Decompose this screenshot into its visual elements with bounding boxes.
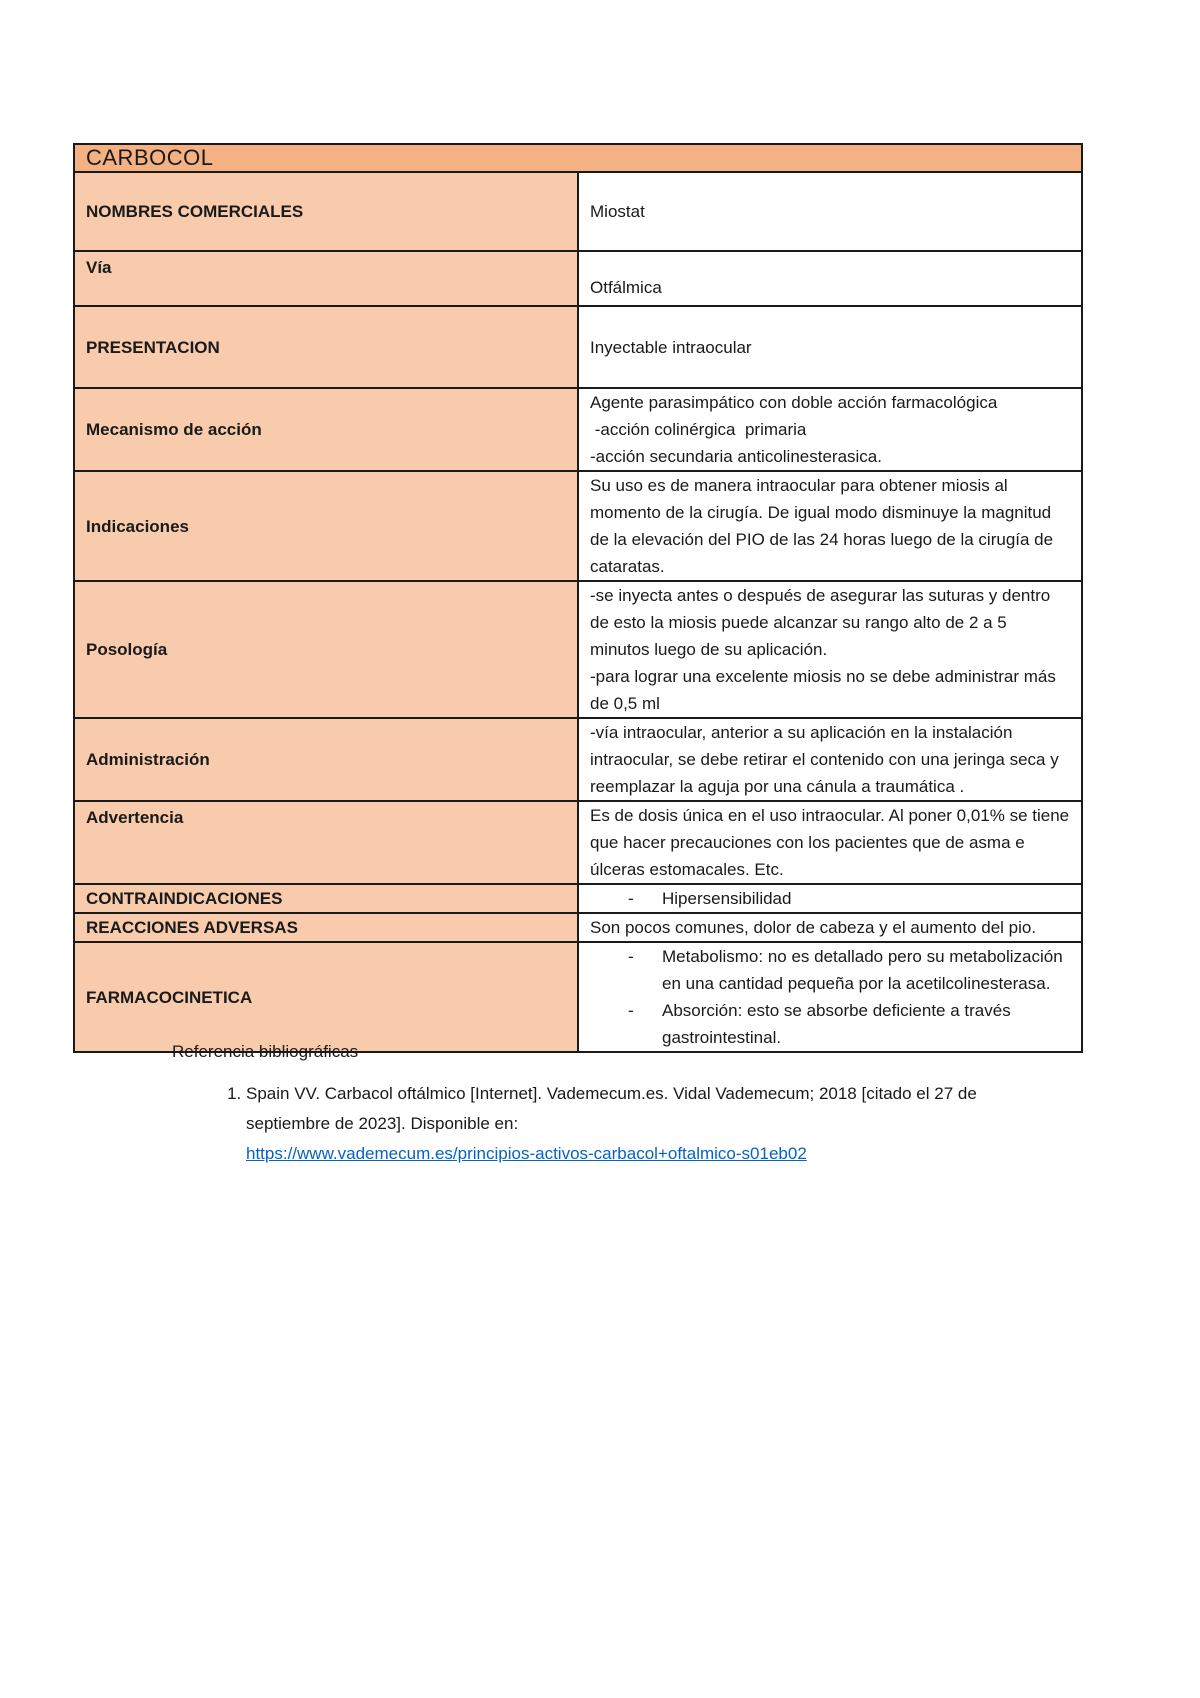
row-label-via-text: Vía [86,258,112,277]
posologia-line: -para lograr una excelente miosis no se debe administrar más de 0,5 ml [590,667,1056,713]
table-row [74,581,1082,718]
table-row [74,942,1082,1052]
mecanismo-line: -acción colinérgica primaria [590,420,807,439]
table-row [74,306,1082,388]
list-item: - Hipersensibilidad [628,885,1070,912]
reference-link[interactable]: https://www.vademecum.es/principios-activos-carbacol+oftalmico-s01eb02 [246,1144,807,1163]
row-value-nombres-comerciales: Miostat [578,172,1082,251]
mecanismo-line: -acción secundaria anticolinesterasica. [590,447,882,466]
table-row [74,884,1082,913]
row-label-posologia: Posología [74,581,578,718]
table-row [74,172,1082,251]
row-value-farmacocinetica [578,942,1082,1052]
row-label-mecanismo: Mecanismo de acción [74,388,578,471]
references-list [172,1079,1032,1169]
drug-info-table [73,143,1083,1053]
mecanismo-line: Agente parasimpático con doble acción farmacológica [590,393,998,412]
row-label-via [74,251,578,306]
row-value-reacciones: Son pocos comunes, dolor de cabeza y el aumento del pio. [578,913,1082,942]
row-label-farmacocinetica: FARMACOCINETICA [74,942,578,1052]
list-item: - Absorción: esto se absorbe deficiente a través gastrointestinal. [628,997,1070,1051]
contraindicaciones-list [590,885,1070,912]
table-row [74,801,1082,884]
table-title-row [74,144,1082,172]
row-label-nombres-comerciales: NOMBRES COMERCIALES [74,172,578,251]
posologia-line: -se inyecta antes o después de asegurar las suturas y dentro de esto la miosis puede alcanzar su rango alto de 2 a 5 minutos luego de su aplicación. [590,586,1051,659]
table-row [74,471,1082,581]
row-value-contraindicaciones [578,884,1082,913]
row-label-contraindicaciones: CONTRAINDICACIONES [74,884,578,913]
table-row [74,251,1082,306]
row-label-administracion: Administración [74,718,578,801]
row-label-presentacion: PRESENTACION [74,306,578,388]
row-label-reacciones: REACCIONES ADVERSAS [74,913,578,942]
row-value-indicaciones: Su uso es de manera intraocular para obtener miosis al momento de la cirugía. De igual modo disminuye la magnitud de la elevación del PIO de las 24 horas luego de la cirugía de cataratas. [578,471,1082,581]
row-value-advertencia: Es de dosis única en el uso intraocular. Al poner 0,01% se tiene que hacer precauciones con los pacientes que de asma e úlceras estomacales. Etc. [578,801,1082,884]
row-value-via: Otfálmica [578,251,1082,306]
list-item: - Metabolismo: no es detallado pero su metabolización en una cantidad pequeña por la acetilcolinesterasa. [628,943,1070,997]
row-value-mecanismo [578,388,1082,471]
table-title: CARBOCOL [74,144,1082,172]
row-value-administracion: -vía intraocular, anterior a su aplicación en la instalación intraocular, se debe retirar el contenido con una jeringa seca y reemplazar la aguja por una cánula a traumática . [578,718,1082,801]
row-label-advertencia [74,801,578,884]
table-row [74,388,1082,471]
row-label-advertencia-text: Advertencia [86,808,184,827]
reference-item [246,1079,1032,1169]
row-value-posologia [578,581,1082,718]
row-label-indicaciones: Indicaciones [74,471,578,581]
table-row [74,718,1082,801]
row-value-presentacion: Inyectable intraocular [578,306,1082,388]
references-title: Referencia bibliográficas [172,1042,359,1061]
reference-text: Spain VV. Carbacol oftálmico [Internet]. Vademecum.es. Vidal Vademecum; 2018 [citado el 27 de septiembre de 2023]. Disponible en: [246,1084,977,1133]
table-row [74,913,1082,942]
farmacocinetica-list [590,943,1070,1051]
references-section [172,1037,1032,1169]
